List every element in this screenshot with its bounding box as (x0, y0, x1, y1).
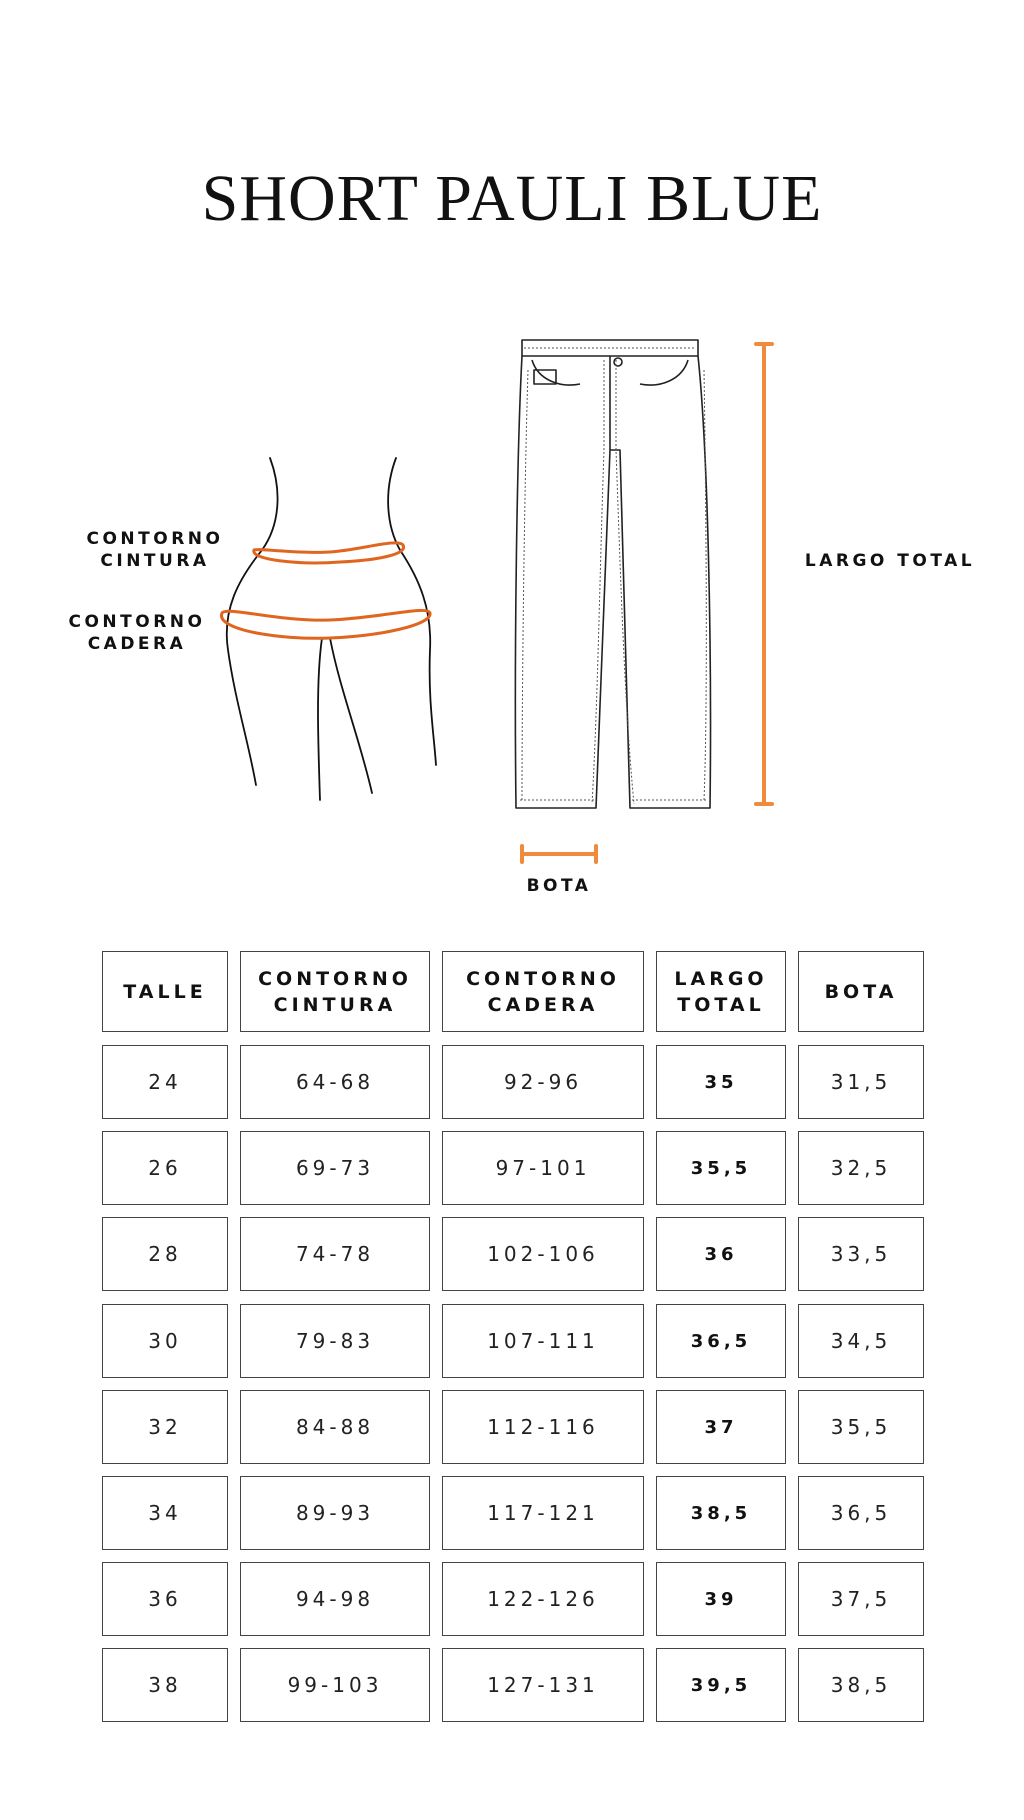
cell-contorno-cadera: 97-101 (442, 1131, 644, 1205)
header-contorno-cintura (240, 951, 430, 1032)
cell-contorno-cadera: 92-96 (442, 1045, 644, 1119)
header-largo-total (656, 951, 786, 1032)
cell-bota: 34,5 (798, 1304, 924, 1378)
header-cintura-line2: CINTURA (273, 993, 397, 1016)
cell-bota: 37,5 (798, 1562, 924, 1636)
cell-bota: 35,5 (798, 1390, 924, 1464)
cell-contorno-cintura: 74-78 (240, 1217, 430, 1291)
hip-label-line2: CADERA (87, 634, 187, 654)
cell-talle: 26 (102, 1131, 228, 1205)
cell-contorno-cintura: 64-68 (240, 1045, 430, 1119)
cell-contorno-cintura: 84-88 (240, 1390, 430, 1464)
hip-label-line1: CONTORNO (68, 612, 206, 632)
cell-talle: 34 (102, 1476, 228, 1550)
waist-label (80, 528, 230, 572)
cell-contorno-cadera: 127-131 (442, 1648, 644, 1722)
cell-largo-total: 35,5 (656, 1131, 786, 1205)
cell-bota: 32,5 (798, 1131, 924, 1205)
cell-contorno-cadera: 122-126 (442, 1562, 644, 1636)
cell-contorno-cadera: 117-121 (442, 1476, 644, 1550)
cell-bota: 38,5 (798, 1648, 924, 1722)
total-length-label: LARGO TOTAL (804, 551, 976, 571)
header-contorno-cadera (442, 951, 644, 1032)
cell-largo-total: 36 (656, 1217, 786, 1291)
cell-largo-total: 37 (656, 1390, 786, 1464)
cell-largo-total: 39 (656, 1562, 786, 1636)
waist-label-line1: CONTORNO (86, 529, 224, 549)
header-talle (102, 951, 228, 1032)
cell-largo-total: 38,5 (656, 1476, 786, 1550)
cell-talle: 36 (102, 1562, 228, 1636)
cell-talle: 28 (102, 1217, 228, 1291)
cell-contorno-cadera: 112-116 (442, 1390, 644, 1464)
cell-largo-total: 35 (656, 1045, 786, 1119)
header-cintura-line1: CONTORNO (258, 967, 412, 990)
header-bota (798, 951, 924, 1032)
cell-bota: 36,5 (798, 1476, 924, 1550)
cell-contorno-cintura: 79-83 (240, 1304, 430, 1378)
cell-largo-total: 39,5 (656, 1648, 786, 1722)
cell-contorno-cintura: 94-98 (240, 1562, 430, 1636)
hem-label: BOTA (526, 876, 592, 896)
cell-talle: 24 (102, 1045, 228, 1119)
header-cadera-line2: CADERA (487, 993, 599, 1016)
cell-talle: 32 (102, 1390, 228, 1464)
cell-bota: 33,5 (798, 1217, 924, 1291)
cell-talle: 30 (102, 1304, 228, 1378)
header-talle-text: TALLE (123, 980, 207, 1003)
cell-bota: 31,5 (798, 1045, 924, 1119)
header-bota-text: BOTA (824, 980, 898, 1003)
cell-contorno-cintura: 69-73 (240, 1131, 430, 1205)
hip-label (62, 611, 212, 655)
header-largo-line2: TOTAL (677, 993, 765, 1016)
cell-contorno-cintura: 89-93 (240, 1476, 430, 1550)
cell-talle: 38 (102, 1648, 228, 1722)
page-title: SHORT PAULI BLUE (201, 162, 823, 235)
header-largo-line1: LARGO (674, 967, 768, 990)
cell-contorno-cadera: 107-111 (442, 1304, 644, 1378)
total-length-indicator (756, 344, 772, 804)
cell-contorno-cintura: 99-103 (240, 1648, 430, 1722)
cell-largo-total: 36,5 (656, 1304, 786, 1378)
waist-label-line2: CINTURA (100, 551, 210, 571)
hem-width-indicator (522, 846, 596, 862)
header-cadera-line1: CONTORNO (466, 967, 620, 990)
cell-contorno-cadera: 102-106 (442, 1217, 644, 1291)
